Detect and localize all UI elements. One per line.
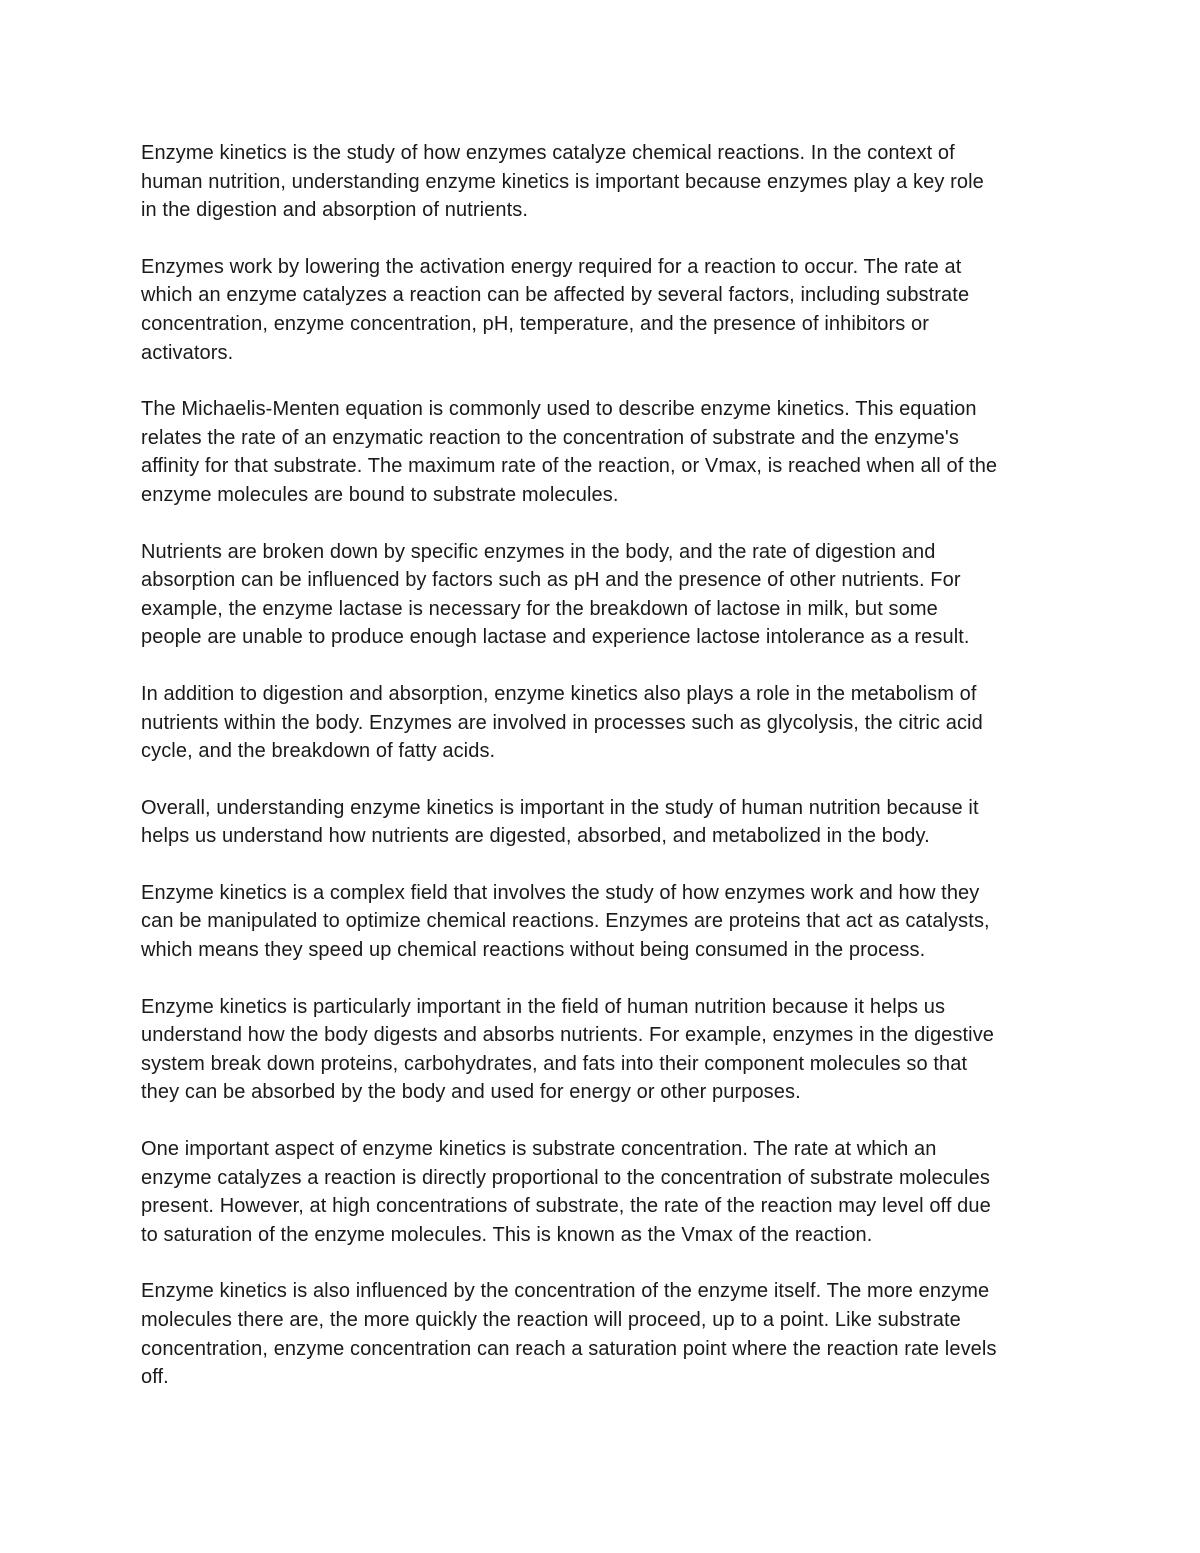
- paragraph-2: Enzymes work by lowering the activation energy required for a reaction to occur. The rate at which an enzyme catalyzes a reaction can be affected by several factors, including substrate concentration, enzyme concentration, pH, temperature, and the presence of inhibitors or activators.: [141, 255, 970, 364]
- paragraph-7: Enzyme kinetics is a complex field that involves the study of how enzymes work and how they can be manipulated to optimize chemical reactions. Enzymes are proteins that act as catalysts, which means they speed up chemical reactions without being consumed in the process.: [141, 881, 990, 962]
- paragraph-8: Enzyme kinetics is particularly important in the field of human nutrition because it helps us understand how the body digests and absorbs nutrients. For example, enzymes in the digestive system break down proteins, carbohydrates, and fats into their component molecules so that they can be absorbed by the body and used for energy or other purposes.: [141, 995, 995, 1104]
- paragraph-1: Enzyme kinetics is the study of how enzymes catalyze chemical reactions. In the context of human nutrition, understanding enzyme kinetics is important because enzymes play a key role in the digestion and absorption of nutrients.: [141, 142, 984, 222]
- paragraph-10: Enzyme kinetics is also influenced by the concentration of the enzyme itself. The more enzyme molecules there are, the more quickly the reaction will proceed, up to a point. Like substrate concentration, enzyme concentration can reach a saturation point where the reaction rate levels off.: [141, 1280, 997, 1389]
- paragraph-9: One important aspect of enzyme kinetics is substrate concentration. The rate at which an enzyme catalyzes a reaction is directly proportional to the concentration of substrate molecules present. However, at high concentrations of substrate, the rate of the reaction may level off due to saturation of the enzyme molecules. This is known as the Vmax of the reaction.: [141, 1138, 991, 1246]
- document-body: [141, 139, 1066, 1420]
- paragraph-3: The Michaelis-Menten equation is commonly used to describe enzyme kinetics. This equation relates the rate of an enzymatic reaction to the concentration of substrate and the enzyme's affinity for that substrate. The maximum rate of the reaction, or Vmax, is reached when all of the enzyme molecules are bound to substrate molecules.: [141, 398, 998, 506]
- paragraph-4: Nutrients are broken down by specific enzymes in the body, and the rate of digestion and absorption can be influenced by factors such as pH and the presence of other nutrients. For example, the enzyme lactase is necessary for the breakdown of lactose in milk, but some people are unable to produce enough lactase and experience lactose intolerance as a result.: [141, 540, 970, 649]
- paragraph-5: In addition to digestion and absorption, enzyme kinetics also plays a role in the metabolism of nutrients within the body. Enzymes are involved in processes such as glycolysis, the citric acid cycle, and the breakdown of fatty acids.: [141, 682, 983, 763]
- paragraph-6: Overall, understanding enzyme kinetics is important in the study of human nutrition because it helps us understand how nutrients are digested, absorbed, and metabolized in the body.: [141, 796, 979, 848]
